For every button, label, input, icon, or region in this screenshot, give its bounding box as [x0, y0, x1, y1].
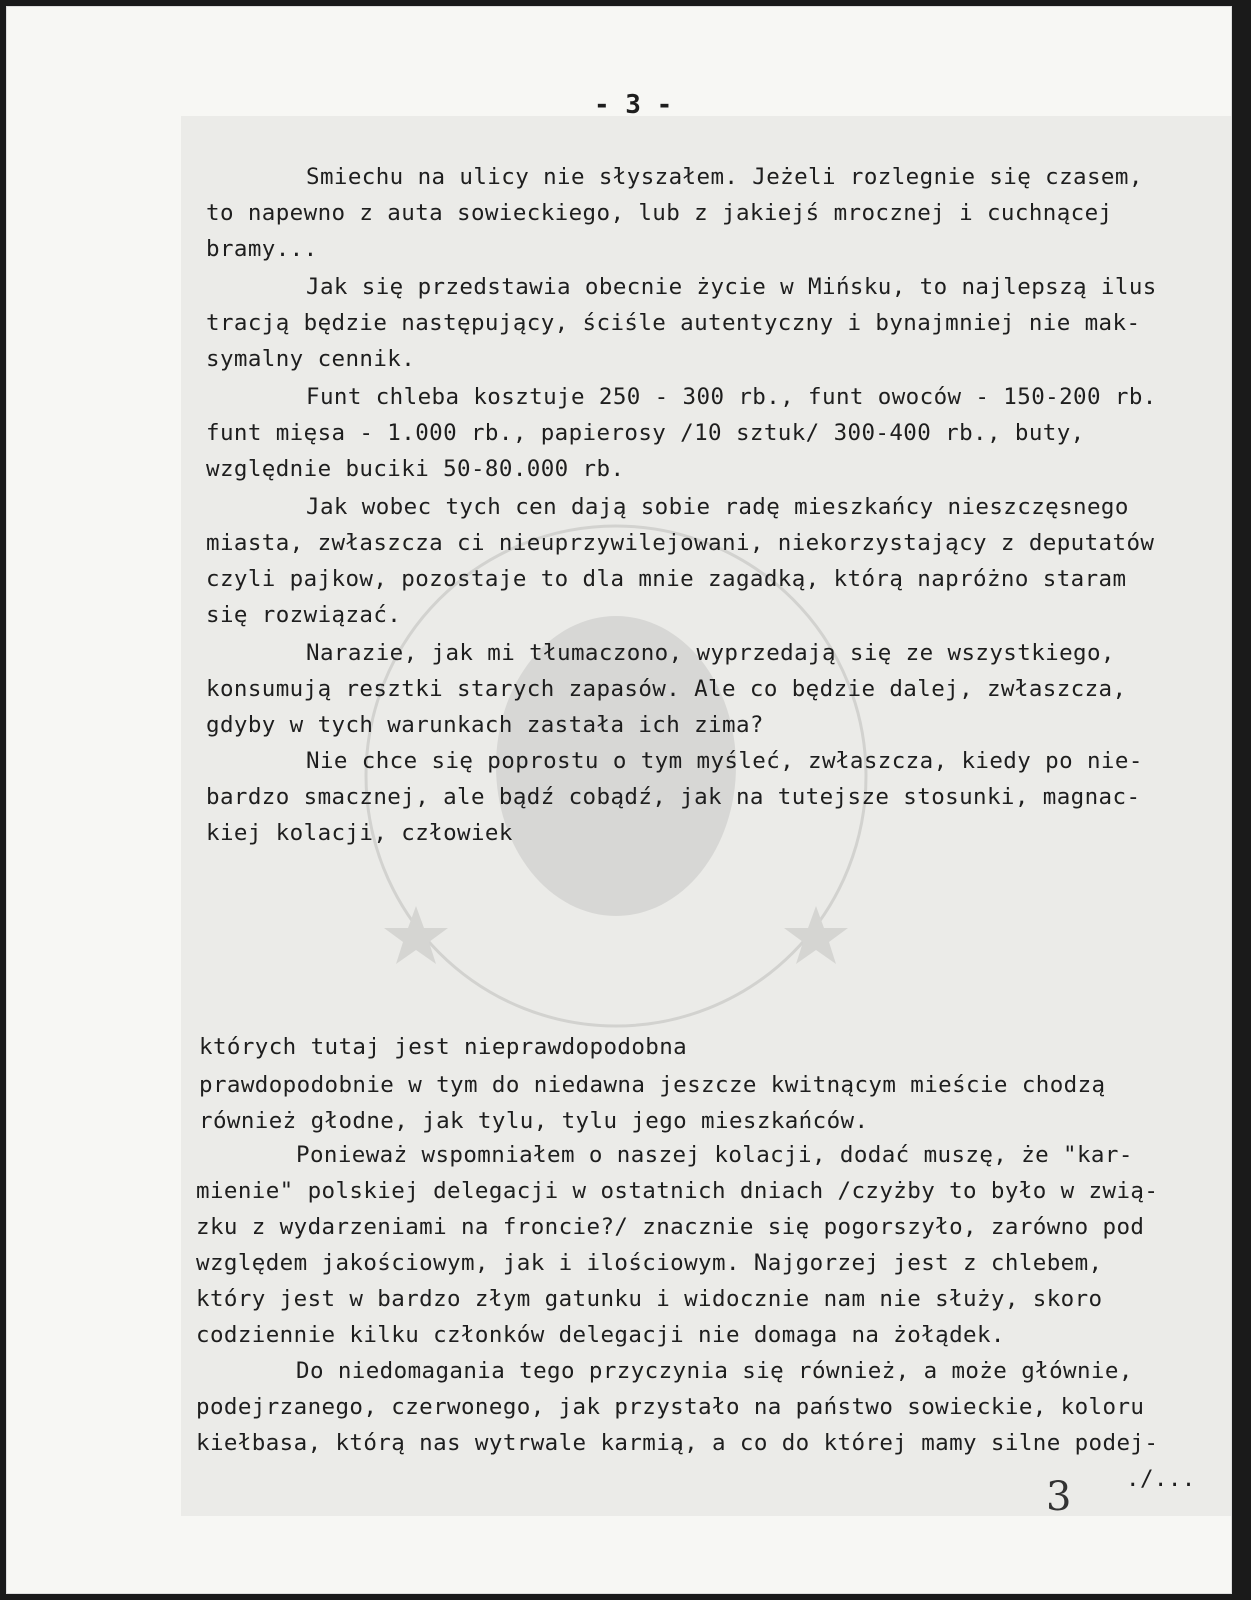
text-line: zku z wydarzeniami na froncie?/ znacznie się pogorszyło, zarówno pod	[196, 1214, 1145, 1240]
text-line: tracją będzie następujący, ściśle autentyczny i bynajmniej nie mak-	[206, 310, 1141, 336]
text-line: prawdopodobnie w tym do niedawna jeszcze kwitnącym mieście chodzą	[199, 1072, 1106, 1098]
text-line: których tutaj jest nieprawdopodobna	[199, 1034, 688, 1060]
text-line: bramy...	[206, 236, 318, 262]
text-line: się rozwiązać.	[206, 602, 402, 628]
document-page	[6, 6, 1232, 1594]
text-line: to napewno z auta sowieckiego, lub z jakiejś mrocznej i cuchnącej	[206, 200, 1113, 226]
text-line: miasta, zwłaszcza ci nieuprzywilejowani, niekorzystający z deputatów	[206, 530, 1155, 556]
text-line: Jak się przedstawia obecnie życie w Mińsku, to najlepszą ilus	[306, 274, 1157, 300]
text-line: kiełbasa, którą nas wytrwale karmią, a co do której mamy silne podej-	[196, 1430, 1159, 1456]
page-number: - 3 -	[594, 90, 673, 120]
text-line: funt mięsa - 1.000 rb., papierosy /10 sztuk/ 300-400 rb., buty,	[206, 420, 1085, 446]
text-line: Do niedomagania tego przyczynia się również, a może głównie,	[296, 1358, 1133, 1384]
text-line: gdyby w tych warunkach zastała ich zima?	[206, 712, 764, 738]
text-line: Nie chce się poprostu o tym myśleć, zwłaszcza, kiedy po nie-	[306, 748, 1143, 774]
text-line: kiej kolacji, człowiek	[206, 820, 513, 846]
text-line: czyli pajkow, pozostaje to dla mnie zagadką, którą napróżno staram	[206, 566, 1127, 592]
handwritten-page-number: 3	[1046, 1474, 1072, 1520]
archive-watermark-stamp	[336, 466, 896, 1086]
text-line: konsumują resztki starych zapasów. Ale co będzie dalej, zwłaszcza,	[206, 676, 1127, 702]
text-line: Smiechu na ulicy nie słyszałem. Jeżeli rozlegnie się czasem,	[306, 164, 1143, 190]
continuation-mark: ./...	[1126, 1466, 1196, 1492]
text-line: podejrzanego, czerwonego, jak przystało na państwo sowieckie, koloru	[196, 1394, 1145, 1420]
text-line: bardzo smacznej, ale bądź cobądź, jak na tutejsze stosunki, magnac-	[206, 784, 1141, 810]
text-line: Funt chleba kosztuje 250 - 300 rb., funt owoców - 150-200 rb.	[306, 384, 1157, 410]
text-line: Narazie, jak mi tłumaczono, wyprzedają się ze wszystkiego,	[306, 640, 1115, 666]
text-line: mienie" polskiej delegacji w ostatnich dniach /czyżby to było w zwią-	[196, 1178, 1159, 1204]
text-line: który jest w bardzo złym gatunku i widocznie nam nie służy, skoro	[196, 1286, 1103, 1312]
text-line: symalny cennik.	[206, 346, 416, 372]
text-line: Ponieważ wspomniałem o naszej kolacji, dodać muszę, że "kar-	[296, 1142, 1133, 1168]
text-line: również głodne, jak tylu, tylu jego mieszkańców.	[199, 1108, 869, 1134]
text-line: codziennie kilku członków delegacji nie domaga na żołądek.	[196, 1322, 1005, 1348]
text-line: względem jakościowym, jak i ilościowym. Najgorzej jest z chlebem,	[196, 1250, 1103, 1276]
text-line: względnie buciki 50-80.000 rb.	[206, 456, 625, 482]
text-line: Jak wobec tych cen dają sobie radę mieszkańcy nieszczęsnego	[306, 494, 1129, 520]
